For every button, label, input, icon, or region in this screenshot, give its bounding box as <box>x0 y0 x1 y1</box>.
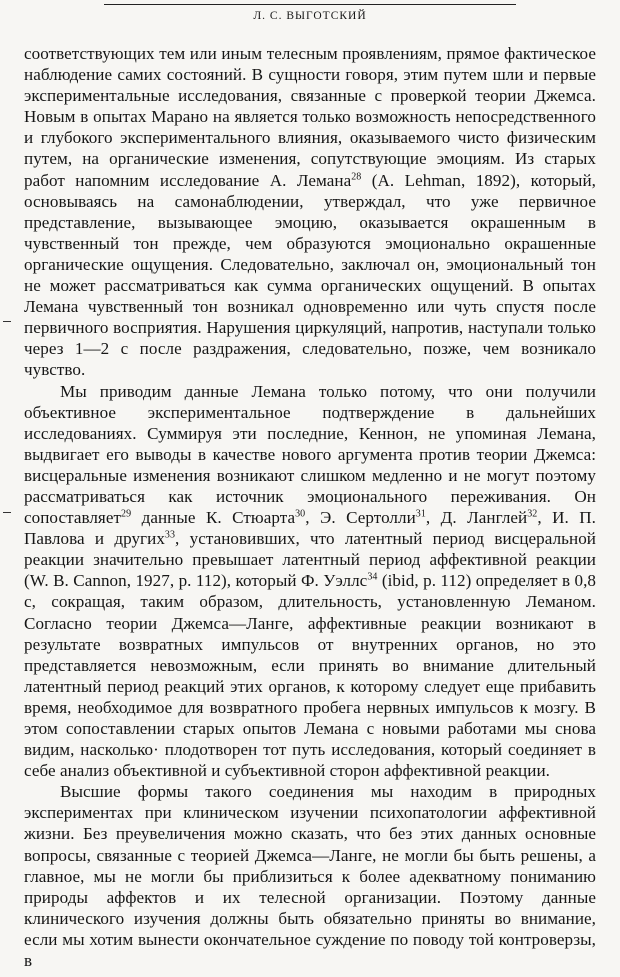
paragraph <box>24 781 596 971</box>
text-run: Мы приводим данные Лемана только потому, что они получили объективное экспериментальное подтверждение в дальнейших исследованиях. Суммируя эти последние, Кеннон, не упоминая Лемана, выдвигает его выводы в качестве нового аргумента против теории Джемса: висцеральные изменения возникают слишком медленно и не могут поэтому рассматриваться как источник эмоционального переживания. Он сопоставляет <box>24 381 596 528</box>
text-run: соответствующих тем или иным телесным проявлениям, прямое фактическое наблюдение самих состояний. В сущности говоря, этим путем шли и первые экспериментальные исследования, связанные с проверкой теории Джемса. Новым в опытах Марано на является только возможность непосредственного и глубокого экспериментального влияния, оказываемого чисто физическим путем, на органические изменения, сопутствующие эмоциям. Из старых работ напомним исследование А. Лемана <box>24 44 596 190</box>
footnote-ref: 28 <box>351 170 362 182</box>
footnote-ref: 29 <box>121 508 132 520</box>
text-run: , Э. Сертолли <box>305 508 416 528</box>
footnote-ref: 32 <box>527 508 538 520</box>
text-run: , установивших, что латентный период висцеральной реакции значительно превышает латентный период аффективной реакции (W. B. Cannon, 1927, p. 112), который Ф. Уэллс <box>24 529 596 591</box>
text-run: (ibid, p. 112) определяет в 0,8 с, сокращая, таким образом, длительность, установленную Леманом. Согласно теории Джемса—Ланге, аффективные реакции возникают в результате возвратных импульсов от внутренних органов, но это представляется невозможным, если принять во внимание длительный латентный период реакций этих органов, к которому следует еще прибавить время, необходимое для возвратного пробега нервных импульсов к мозгу. В этом сопоставлении старых опытов Лемана с новыми работами мы снова видим, насколько· плодотворен тот путь исследования, который соединяет в себе анализ объективной и субъективной сторон аффективной реакции. <box>24 571 597 781</box>
running-header: Л. С. ВЫГОТСКИЙ <box>253 10 367 22</box>
paragraph <box>24 43 596 381</box>
header-rule <box>104 4 516 5</box>
text-run: (A. Lehman, 1892), который, основываясь на самонаблюдении, утверждал, что уже первичное представление, вызывающее эмоцию, оказывается окрашенным в чувственный тон прежде, чем образуются эмоционально окрашенные органические ощущения. Следовательно, заключал он, эмоциональный тон не может рассматриваться как сумма органических ощущений. В опытах Лемана чувственный тон возникал одновременно или чуть спустя после первичного восприятия. Нарушения циркуляций, напротив, наступали только через 1—2 с после раздражения, следовательно, позже, чем возникало чувство. <box>24 170 596 380</box>
footnote-ref: 30 <box>295 508 306 520</box>
text-run: , Д. Ланглей <box>425 508 528 528</box>
text-run: данные К. Стюарта <box>131 508 296 528</box>
footnote-ref: 31 <box>415 508 426 520</box>
body-text <box>24 43 596 971</box>
footnote-ref: 33 <box>164 529 176 541</box>
text-run: , И. П. Павлова и других <box>24 508 597 549</box>
paragraph <box>24 381 596 782</box>
footnote-ref: 34 <box>367 571 378 583</box>
text-run: Высшие формы такого соединения мы находим в природных экспериментах при клиническом изучении психопатологии аффективной жизни. Без преувеличения можно сказать, что без этих данных основные вопросы, связанные с теорией Джемса—Ланге, не могли бы быть решены, а главное, мы не могли бы приблизиться к более адекватному пониманию природы аффектов и их телесной организации. Поэтому данные клинического изучения должны быть обязательно приняты во внимание, если мы хотим вынести окончательное суждение по поводу той контроверзы, в <box>24 782 596 971</box>
margin-mark <box>3 512 11 513</box>
margin-mark <box>3 321 11 322</box>
